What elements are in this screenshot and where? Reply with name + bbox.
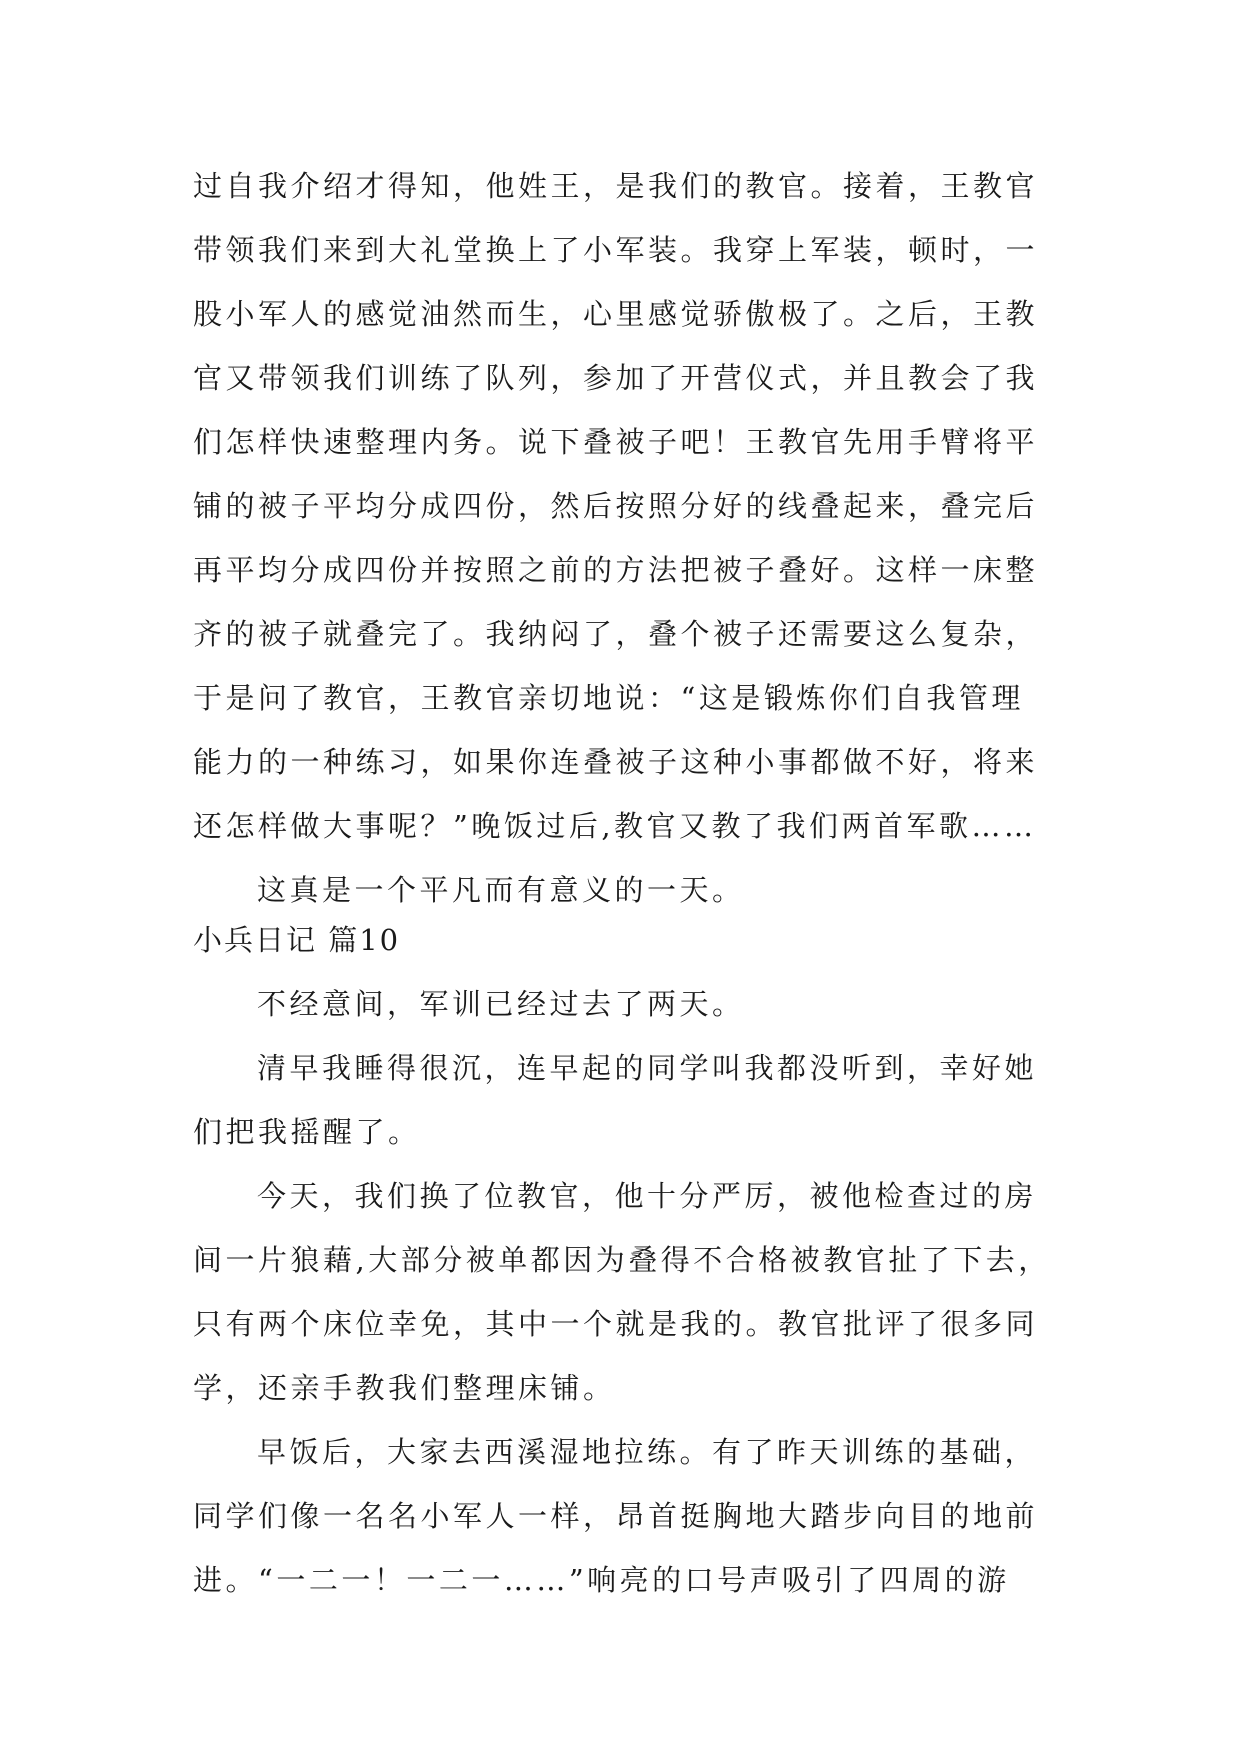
paragraph-line: 进。“一二一！一二一……”响亮的口号声吸引了四周的游 xyxy=(193,1563,1010,1597)
paragraph-line: 只有两个床位幸免，其中一个就是我的。教官批评了很多同 xyxy=(193,1307,1039,1341)
paragraph-line: 股小军人的感觉油然而生，心里感觉骄傲极了。之后，王教 xyxy=(193,297,1039,331)
paragraph-line: 再平均分成四份并按照之前的方法把被子叠好。这样一床整 xyxy=(193,553,1039,587)
closing-sentence: 这真是一个平凡而有意义的一天。 xyxy=(257,873,745,907)
paragraph-line: 齐的被子就叠完了。我纳闷了，叠个被子还需要这么复杂， xyxy=(193,617,1039,651)
paragraph-line: 们把我摇醒了。 xyxy=(193,1115,421,1149)
paragraph-line: 清早我睡得很沉，连早起的同学叫我都没听到，幸好她 xyxy=(257,1051,1038,1085)
paragraph-line: 间一片狼藉,大部分被单都因为叠得不合格被教官扯了下去， xyxy=(193,1243,1051,1277)
paragraph-line: 铺的被子平均分成四份，然后按照分好的线叠起来，叠完后 xyxy=(193,489,1039,523)
paragraph-line: 于是问了教官，王教官亲切地说：“这是锻炼你们自我管理 xyxy=(193,681,1024,715)
paragraph-line: 学，还亲手教我们整理床铺。 xyxy=(193,1371,616,1405)
paragraph-line: 同学们像一名名小军人一样，昂首挺胸地大踏步向目的地前 xyxy=(193,1499,1039,1533)
paragraph-line: 不经意间，军训已经过去了两天。 xyxy=(257,987,745,1021)
paragraph-line: 们怎样快速整理内务。说下叠被子吧！王教官先用手臂将平 xyxy=(193,425,1039,459)
paragraph-line: 还怎样做大事呢？”晚饭过后,教官又教了我们两首军歌…… xyxy=(193,809,1037,843)
section-one-text xyxy=(193,154,1053,922)
paragraph-line: 过自我介绍才得知，他姓王，是我们的教官。接着，王教官 xyxy=(193,169,1039,203)
section-two-text xyxy=(193,908,1053,1612)
section-heading: 小兵日记 篇10 xyxy=(193,923,401,957)
paragraph-line: 早饭后，大家去西溪湿地拉练。有了昨天训练的基础， xyxy=(257,1435,1038,1469)
paragraph-line: 带领我们来到大礼堂换上了小军装。我穿上军装，顿时，一 xyxy=(193,233,1039,267)
paragraph-line: 今天，我们换了位教官，他十分严厉，被他检查过的房 xyxy=(257,1179,1038,1213)
paragraph-line: 官又带领我们训练了队列，参加了开营仪式，并且教会了我 xyxy=(193,361,1039,395)
paragraph-line: 能力的一种练习，如果你连叠被子这种小事都做不好，将来 xyxy=(193,745,1039,779)
